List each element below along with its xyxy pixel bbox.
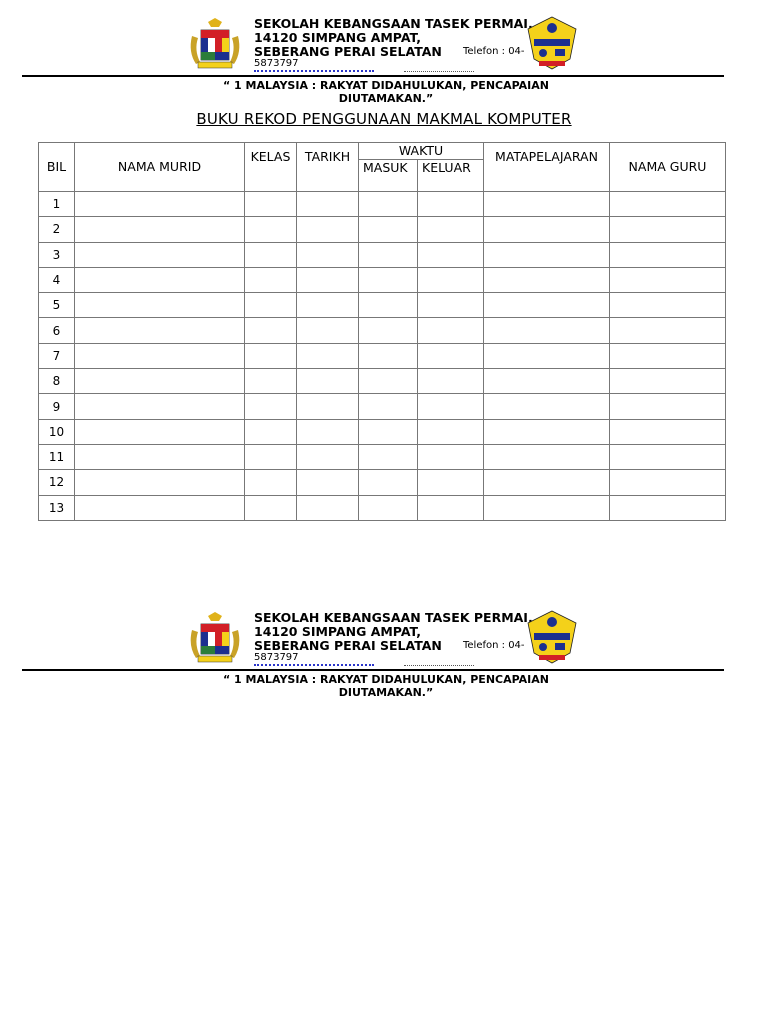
empty-cell[interactable] (418, 267, 484, 292)
row-number: 9 (39, 394, 75, 419)
empty-cell[interactable] (484, 318, 610, 343)
empty-cell[interactable] (359, 394, 418, 419)
empty-cell[interactable] (484, 242, 610, 267)
header-kelas: KELAS (245, 143, 297, 192)
malaysia-coat-of-arms-icon (186, 18, 244, 72)
empty-cell[interactable] (297, 470, 359, 495)
phone-label: Telefon : 04- (463, 640, 525, 651)
empty-cell[interactable] (484, 293, 610, 318)
empty-cell[interactable] (418, 343, 484, 368)
empty-cell[interactable] (610, 369, 726, 394)
phone-number: 5873797 (254, 652, 299, 663)
empty-cell[interactable] (484, 369, 610, 394)
empty-cell[interactable] (297, 419, 359, 444)
school-name: SEKOLAH KEBANGSAAN TASEK PERMAI, 14120 SIMPANG AMPAT, SEBERANG PERAI SELATAN (254, 16, 533, 59)
malaysia-coat-of-arms-icon (186, 612, 244, 666)
empty-cell[interactable] (297, 192, 359, 217)
empty-cell[interactable] (297, 293, 359, 318)
empty-cell[interactable] (297, 217, 359, 242)
document-title: BUKU REKOD PENGGUNAAN MAKMAL KOMPUTER (196, 110, 572, 128)
empty-cell[interactable] (610, 394, 726, 419)
empty-cell[interactable] (297, 318, 359, 343)
empty-cell[interactable] (75, 267, 245, 292)
empty-cell[interactable] (297, 369, 359, 394)
empty-cell[interactable] (359, 293, 418, 318)
empty-cell[interactable] (484, 444, 610, 469)
phone-label: Telefon : 04- (463, 46, 525, 57)
row-number: 5 (39, 293, 75, 318)
empty-cell[interactable] (418, 217, 484, 242)
empty-cell[interactable] (610, 267, 726, 292)
phone-number: 5873797 (254, 58, 299, 69)
empty-cell[interactable] (610, 495, 726, 520)
empty-cell[interactable] (245, 495, 297, 520)
empty-cell[interactable] (359, 267, 418, 292)
empty-cell[interactable] (418, 242, 484, 267)
empty-cell[interactable] (75, 343, 245, 368)
row-number: 8 (39, 369, 75, 394)
empty-cell[interactable] (245, 267, 297, 292)
table-row (39, 369, 726, 394)
row-number: 13 (39, 495, 75, 520)
empty-cell[interactable] (418, 470, 484, 495)
row-number: 12 (39, 470, 75, 495)
header-bil: BIL (39, 143, 75, 192)
empty-cell[interactable] (359, 419, 418, 444)
empty-cell[interactable] (484, 192, 610, 217)
empty-cell[interactable] (245, 470, 297, 495)
table-row (39, 293, 726, 318)
empty-cell[interactable] (359, 318, 418, 343)
letterhead-repeat (0, 608, 768, 718)
table-row (39, 267, 726, 292)
empty-cell[interactable] (610, 343, 726, 368)
empty-cell[interactable] (245, 369, 297, 394)
empty-cell[interactable] (484, 419, 610, 444)
divider (22, 669, 724, 671)
empty-cell[interactable] (484, 470, 610, 495)
empty-cell[interactable] (297, 495, 359, 520)
table-row (39, 444, 726, 469)
table-row (39, 419, 726, 444)
school-logo-icon (524, 609, 580, 665)
empty-cell[interactable] (297, 267, 359, 292)
empty-cell[interactable] (359, 242, 418, 267)
empty-cell[interactable] (610, 444, 726, 469)
empty-cell[interactable] (610, 217, 726, 242)
empty-cell[interactable] (359, 444, 418, 469)
divider (22, 75, 724, 77)
row-number: 1 (39, 192, 75, 217)
table-row (39, 318, 726, 343)
empty-cell[interactable] (610, 242, 726, 267)
school-logo-icon (524, 15, 580, 71)
record-table (38, 142, 726, 521)
slogan: “ 1 MALAYSIA : RAKYAT DIDAHULUKAN, PENCAPAIAN DIUTAMAKAN.” (223, 79, 549, 105)
table-row (39, 217, 726, 242)
empty-cell[interactable] (359, 369, 418, 394)
empty-cell[interactable] (245, 293, 297, 318)
table-row (39, 242, 726, 267)
empty-cell[interactable] (484, 267, 610, 292)
empty-cell[interactable] (75, 470, 245, 495)
slogan: “ 1 MALAYSIA : RAKYAT DIDAHULUKAN, PENCAPAIAN DIUTAMAKAN.” (223, 673, 549, 699)
empty-cell[interactable] (418, 394, 484, 419)
empty-cell[interactable] (75, 217, 245, 242)
record-rows (39, 192, 726, 521)
header-waktu: WAKTU (359, 143, 484, 160)
empty-cell[interactable] (359, 192, 418, 217)
empty-cell[interactable] (245, 394, 297, 419)
empty-cell[interactable] (359, 343, 418, 368)
empty-cell[interactable] (245, 444, 297, 469)
empty-cell[interactable] (484, 217, 610, 242)
row-number: 7 (39, 343, 75, 368)
row-number: 11 (39, 444, 75, 469)
header-matapelajaran: MATAPELAJARAN (484, 143, 610, 192)
empty-cell[interactable] (75, 318, 245, 343)
row-number: 10 (39, 419, 75, 444)
row-number: 3 (39, 242, 75, 267)
empty-cell[interactable] (359, 217, 418, 242)
empty-cell[interactable] (297, 343, 359, 368)
table-row (39, 394, 726, 419)
empty-cell[interactable] (418, 444, 484, 469)
empty-cell[interactable] (75, 242, 245, 267)
empty-cell[interactable] (245, 318, 297, 343)
empty-cell[interactable] (359, 470, 418, 495)
empty-cell[interactable] (297, 394, 359, 419)
empty-cell[interactable] (245, 419, 297, 444)
empty-cell[interactable] (418, 192, 484, 217)
empty-cell[interactable] (75, 293, 245, 318)
row-number: 6 (39, 318, 75, 343)
header-masuk: MASUK (359, 160, 418, 192)
school-name: SEKOLAH KEBANGSAAN TASEK PERMAI, 14120 SIMPANG AMPAT, SEBERANG PERAI SELATAN (254, 610, 533, 653)
row-number: 4 (39, 267, 75, 292)
empty-cell[interactable] (610, 293, 726, 318)
header-tarikh: TARIKH (297, 143, 359, 192)
table-row (39, 495, 726, 520)
table-row (39, 343, 726, 368)
empty-cell[interactable] (297, 444, 359, 469)
row-number: 2 (39, 217, 75, 242)
header-keluar: KELUAR (418, 160, 484, 192)
empty-cell[interactable] (610, 192, 726, 217)
empty-cell[interactable] (297, 242, 359, 267)
empty-cell[interactable] (75, 192, 245, 217)
empty-cell[interactable] (610, 318, 726, 343)
empty-cell[interactable] (418, 495, 484, 520)
empty-cell[interactable] (75, 419, 245, 444)
header-nama-murid: NAMA MURID (75, 143, 245, 192)
letterhead (0, 14, 768, 124)
empty-cell[interactable] (359, 495, 418, 520)
header-nama-guru: NAMA GURU (610, 143, 726, 192)
empty-cell[interactable] (484, 495, 610, 520)
empty-cell[interactable] (610, 419, 726, 444)
empty-cell[interactable] (484, 394, 610, 419)
table-row (39, 192, 726, 217)
empty-cell[interactable] (418, 318, 484, 343)
empty-cell[interactable] (245, 217, 297, 242)
empty-cell[interactable] (75, 369, 245, 394)
empty-cell[interactable] (75, 394, 245, 419)
empty-cell[interactable] (484, 343, 610, 368)
empty-cell[interactable] (75, 444, 245, 469)
empty-cell[interactable] (75, 495, 245, 520)
empty-cell[interactable] (245, 192, 297, 217)
empty-cell[interactable] (418, 293, 484, 318)
empty-cell[interactable] (418, 369, 484, 394)
empty-cell[interactable] (418, 419, 484, 444)
empty-cell[interactable] (245, 242, 297, 267)
table-row (39, 470, 726, 495)
empty-cell[interactable] (610, 470, 726, 495)
empty-cell[interactable] (245, 343, 297, 368)
